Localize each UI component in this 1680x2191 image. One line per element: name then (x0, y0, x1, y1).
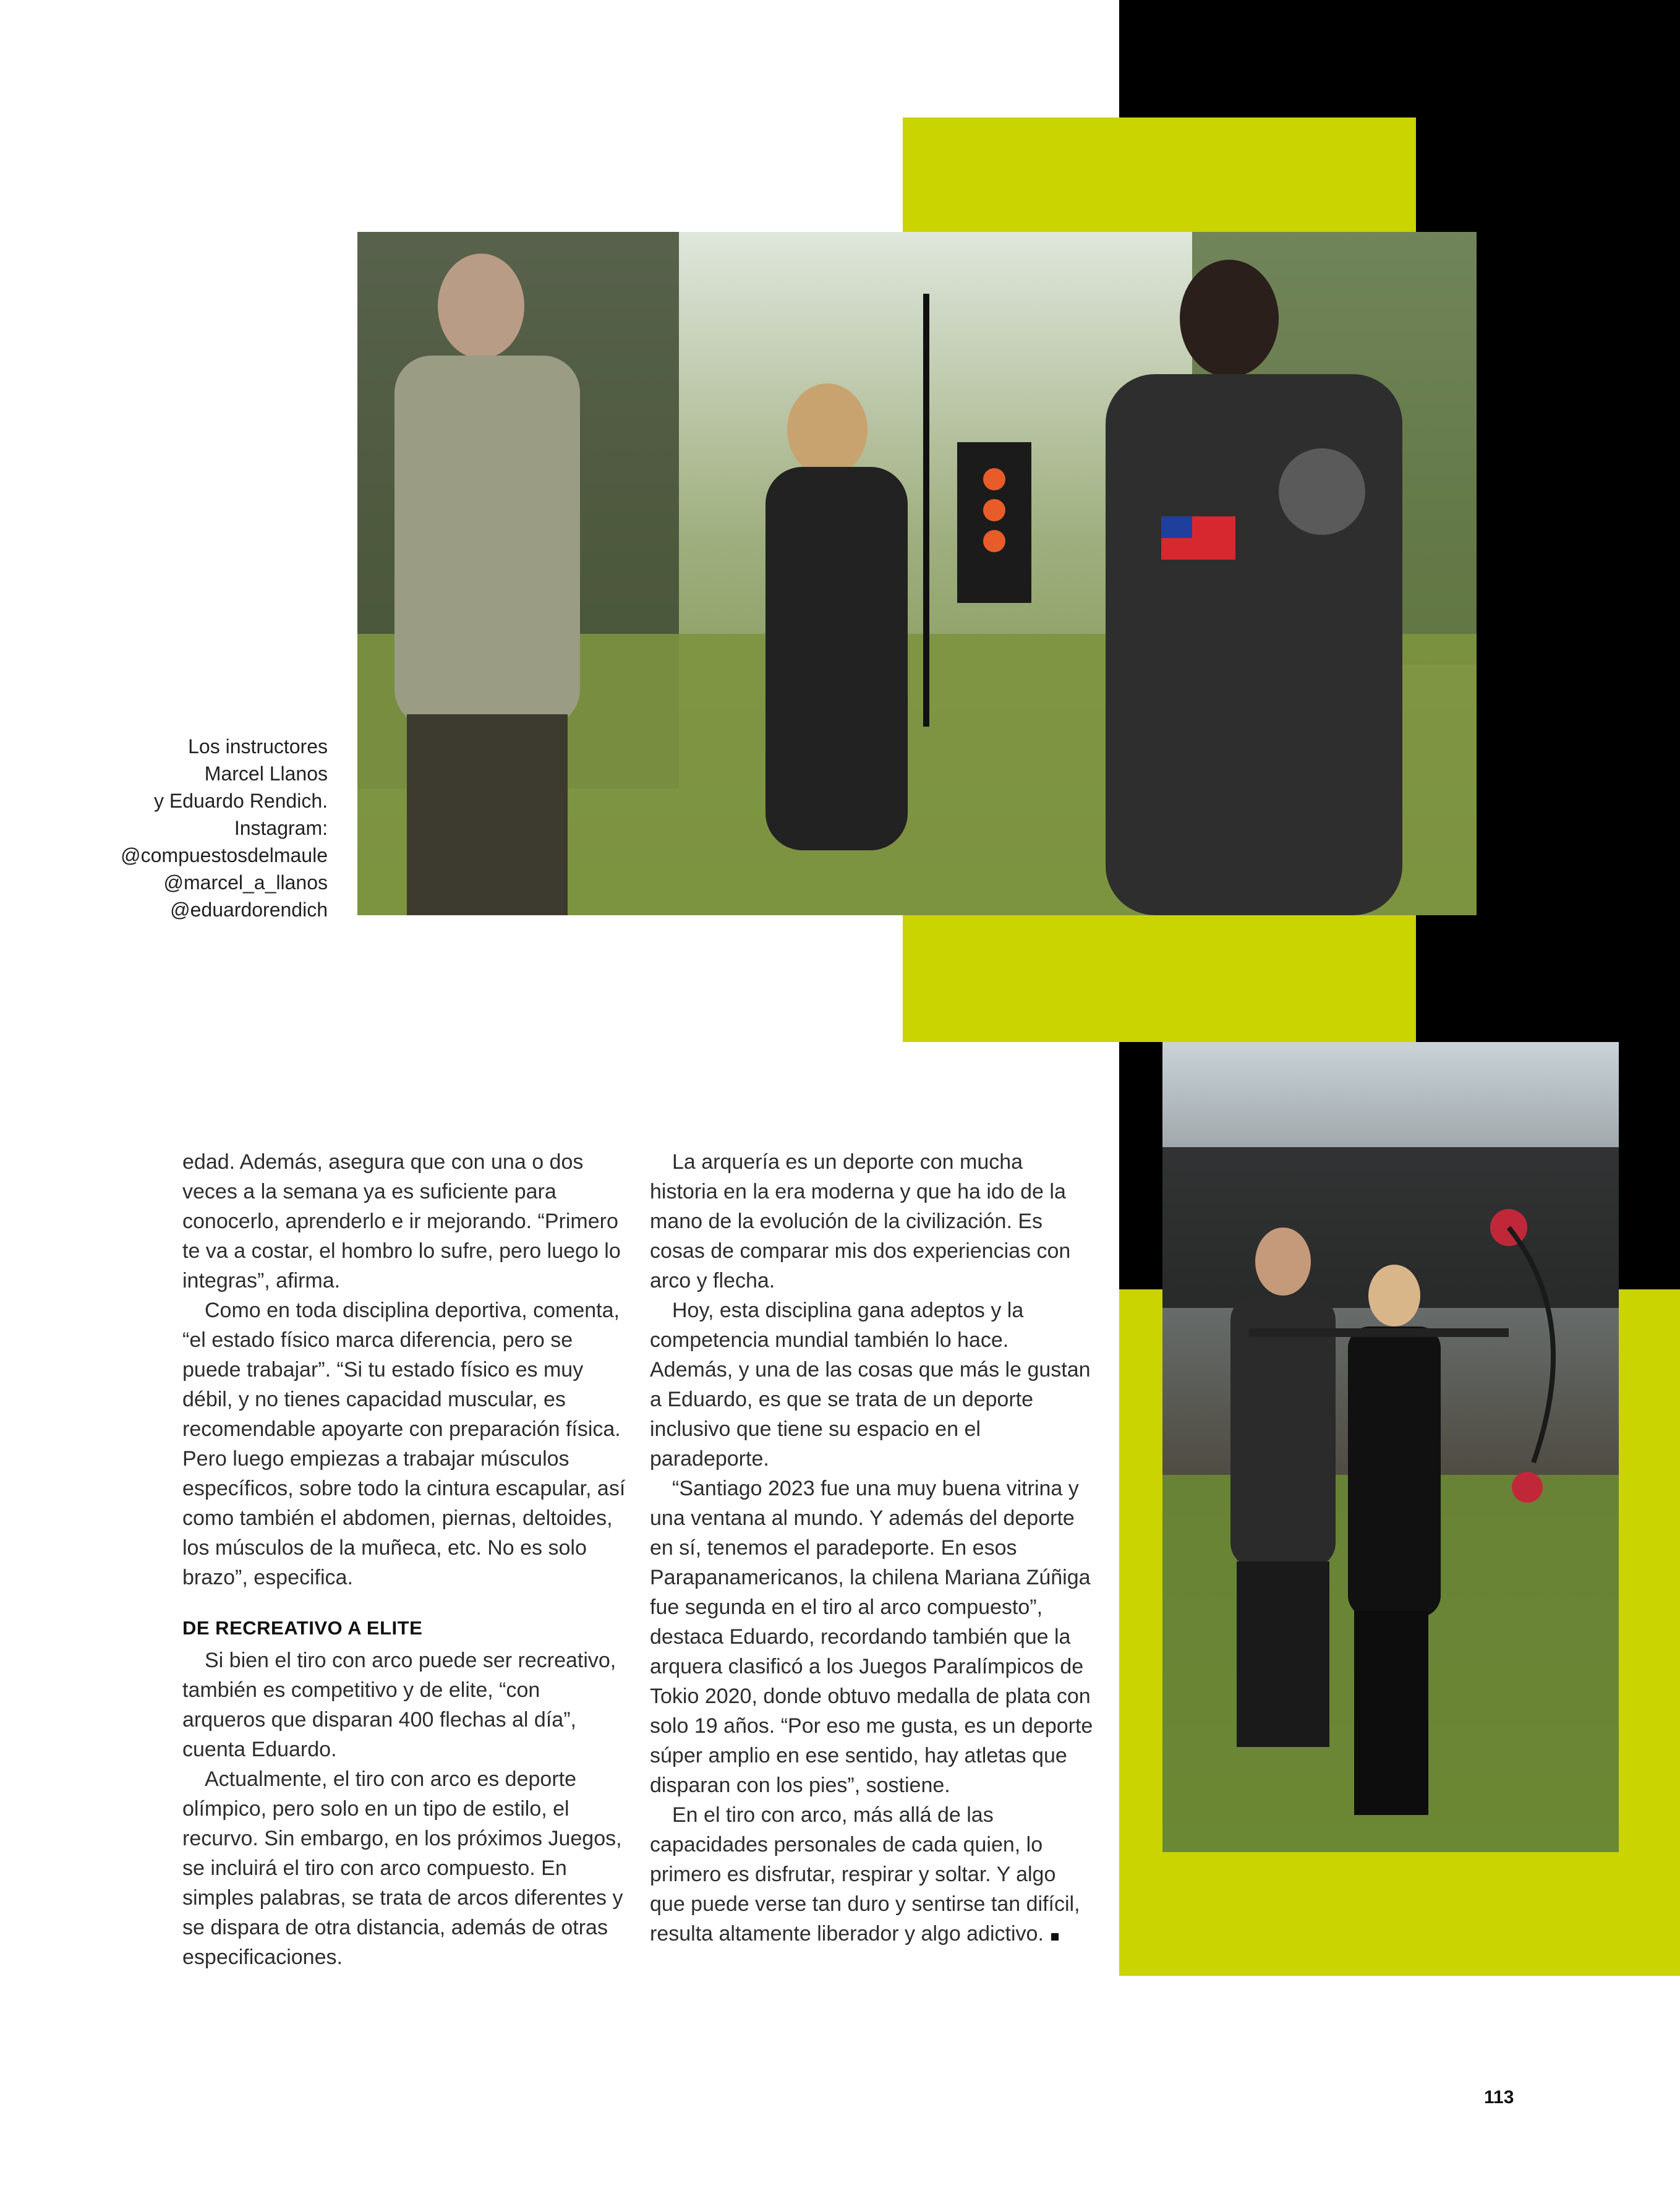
caption-handle: @marcel_a_llanos (163, 871, 328, 894)
section-subheading: DE RECREATIVO A ELITE (182, 1617, 423, 1639)
caption-handle: @compuestosdelmaule (121, 844, 328, 866)
archer-training-photo (1162, 1042, 1619, 1852)
paragraph: Actualmente, el tiro con arco es deporte olímpico, pero solo en un tipo de estilo, el recurvo. Sin embargo, en los próximos Juegos, se incluirá el tiro con arco compuesto. En simples palabras, se trata de arcos diferentes y se dispara de otra distancia, además de otras especificaciones. (182, 1767, 623, 1969)
paragraph: Hoy, esta disciplina gana adeptos y la competencia mundial también lo hace. Además, y una de las cosas que más le gustan a Eduardo, es que se trata de un deporte inclusivo que tiene su espacio en el paradeporte. (650, 1299, 1091, 1471)
paragraph-final (650, 1800, 1095, 1949)
article-column-right (650, 1147, 1095, 1949)
caption-line: Los instructores (188, 735, 328, 758)
page-number: 113 (1484, 2087, 1514, 2108)
photo-caption (74, 733, 328, 923)
instructors-photo (357, 232, 1477, 915)
paragraph: Si bien el tiro con arco puede ser recreativo, también es competitivo y de elite, “con arqueros que disparan 400 flechas al día”, cuenta Eduardo. (182, 1649, 616, 1761)
caption-line: Instagram: (234, 817, 328, 839)
caption-line: Marcel Llanos (204, 762, 328, 785)
caption-line: y Eduardo Rendich. (153, 790, 328, 812)
article-column-left (182, 1147, 628, 1972)
end-mark-icon (1051, 1933, 1059, 1941)
paragraph: edad. Además, asegura que con una o dos veces a la semana ya es suficiente para conocerlo, aprenderlo e ir mejorando. “Primero te va a costar, el hombro lo sufre, pero luego lo integras”, afirma. (182, 1150, 621, 1292)
paragraph-final-text: En el tiro con arco, más allá de las capacidades personales de cada quien, lo primero es disfrutar, respirar y soltar. Y algo que puede verse tan duro y sentirse tan difícil, resulta altamente liberador y algo adictivo. (650, 1803, 1080, 1945)
paragraph: Como en toda disciplina deportiva, comenta, “el estado físico marca diferencia, pero se puede trabajar”. “Si tu estado físico es muy débil, y no tienes capacidad muscular, es recomendable apoyarte con preparación física. Pero luego empiezas a trabajar músculos específicos, sobre todo la cintura escapular, así como también el abdomen, piernas, deltoides, los músculos de la muñeca, etc. No es solo brazo”, especifica. (182, 1299, 626, 1589)
paragraph: “Santiago 2023 fue una muy buena vitrina y una ventana al mundo. Y además del deporte en sí, tenemos el paradeporte. En esos Parapanamericanos, la chilena Mariana Zúñiga fue segunda en el tiro al arco compuesto”, destaca Eduardo, recordando también que la arquera clasificó a los Juegos Paralímpicos de Tokio 2020, donde obtuvo medalla de plata con solo 19 años. “Por eso me gusta, es un deporte súper amplio en ese sentido, hay atletas que disparan con los pies”, sostiene. (650, 1477, 1093, 1797)
caption-handle: @eduardorendich (170, 899, 328, 921)
paragraph: La arquería es un deporte con mucha historia en la era moderna y que ha ido de la mano de la evolución de la civilización. Es cosas de comparar mis dos experiencias con arco y flecha. (650, 1150, 1071, 1292)
